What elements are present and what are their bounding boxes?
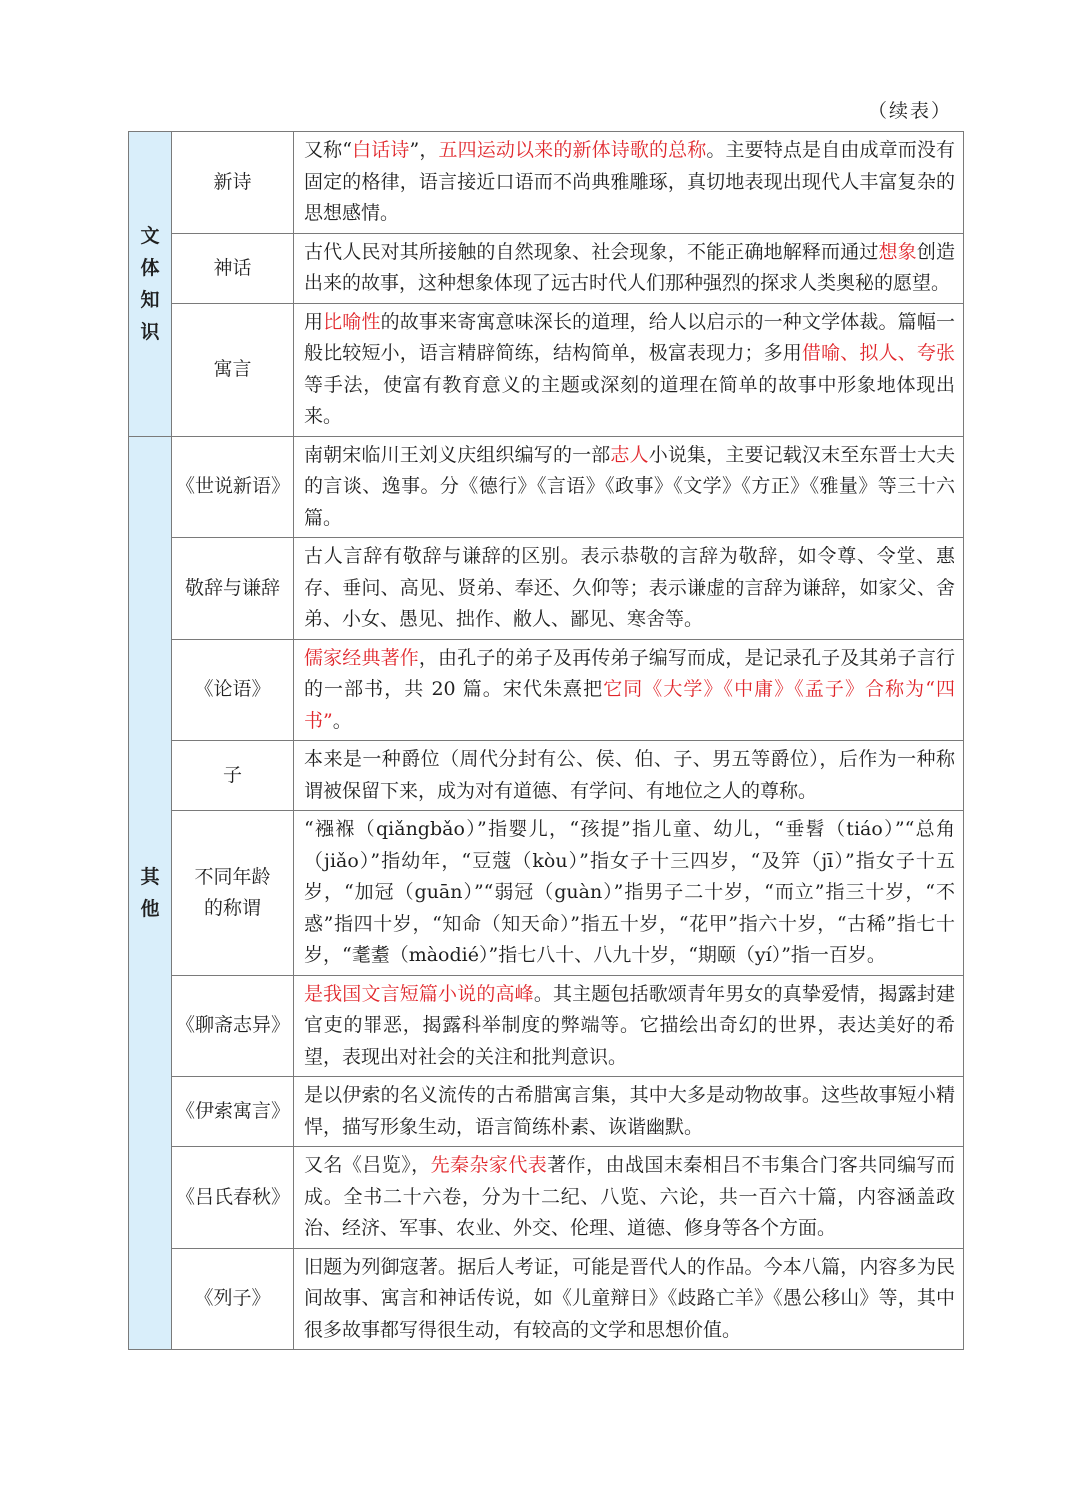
table-row: [129, 741, 964, 811]
highlighted-text: 志人: [610, 443, 649, 466]
highlighted-text: 先秦杂家代表: [430, 1154, 548, 1176]
highlighted-text: 白话诗: [351, 139, 410, 161]
category-char: 他: [140, 897, 160, 920]
term-cell: 《世说新语》: [172, 436, 294, 538]
description-text: 是以伊索的名义流传的古希腊寓言集，其中大多是动物故事。这些故事短小精悍，描写形象生动，语言简练朴素、诙谐幽默。: [304, 1084, 955, 1138]
description-text: “襁褓（qiǎngbǎo）”指婴儿，“孩提”指儿童、幼儿，“垂髫（tiáo）”“总角（jiǎo）”指幼年，“豆蔻（kòu）”指女子十三四岁，“及笄（jī）”指女子十五岁，“加冠（guān）”“弱冠（guàn）”指男子二十岁，“而立”指三十岁，“不惑”指四十岁，“知命（知天命）”指五十岁，“花甲”指六十岁，“古稀”指七十岁，“耄耋（màodié）”指七八十、八九十岁，“期颐（yí）”指一百岁。: [304, 818, 955, 966]
description-text: 。其主题包括歌颂青年男女的真挚爱情，揭露封建官吏的罪恶，揭露科举制度的弊端等。它描绘出奇幻的世界，表达美好的希望，表现出对社会的关注和批判意识。: [304, 982, 955, 1068]
description-text: 古人言辞有敬辞与谦辞的区别。表示恭敬的言辞为敬辞，如令尊、令堂、惠存、垂问、高见、贤弟、奉还、久仰等；表示谦虚的言辞为谦辞，如家父、舍弟、小女、愚见、拙作、敝人、鄙见、寒舍等。: [304, 545, 955, 630]
term-cell: 《聊斋志异》: [172, 975, 294, 1077]
highlighted-text: 比喻性: [323, 310, 381, 333]
description-cell: [294, 132, 964, 234]
continued-label: （续表）: [867, 100, 952, 122]
highlighted-text: 借喻、拟人、夸张: [801, 342, 955, 364]
description-cell: [294, 1248, 964, 1350]
description-text: 著作，由战国末秦相吕不韦集合门客共同编写而成。全书二十六卷，分为十二纪、八览、六论，共一百六十篇，内容涵盖政治、经济、军事、农业、外交、伦理、道德、修身等各个方面。: [304, 1154, 955, 1239]
highlighted-text: 想象: [878, 240, 917, 263]
description-text: 又名《吕览》，: [304, 1154, 431, 1176]
term-cell: 新诗: [172, 132, 294, 234]
term-cell: 神话: [172, 233, 294, 303]
term-cell: 不同年龄的称谓: [172, 811, 294, 976]
description-cell: [294, 811, 964, 976]
description-text: 的故事来寄寓意味深长的道理，给人以启示的一种文学体裁。篇幅一般比较短小，语言精辟简练，结构简单，极富表现力；多用: [304, 310, 955, 364]
category-char: 文: [140, 224, 160, 247]
term-cell: 《论语》: [172, 639, 294, 741]
term-cell: 《伊索寓言》: [172, 1077, 294, 1147]
table-row: [129, 1248, 964, 1350]
table-row: [129, 132, 964, 234]
term-cell: 敬辞与谦辞: [172, 538, 294, 640]
description-cell: [294, 303, 964, 436]
description-text: 旧题为列御寇著。据后人考证，可能是晋代人的作品。今本八篇，内容多为民间故事、寓言和神话传说，如《儿童辩日》《歧路亡羊》《愚公移山》等，其中很多故事都写得很生动，有较高的文学和思想价值。: [304, 1255, 955, 1341]
description-text: 创造出来的故事，这种想象体现了远古时代人们那种强烈的探求人类奥秘的愿望。: [304, 240, 955, 294]
table-row: [129, 811, 964, 976]
table-row: [129, 436, 964, 538]
description-cell: [294, 1147, 964, 1249]
description-text: 等手法，使富有教育意义的主题或深刻的道理在简单的故事中形象地体现出来。: [304, 373, 955, 427]
description-text: 用: [304, 310, 324, 333]
category-char: 其: [140, 865, 160, 888]
description-text: ，由孔子的弟子及再传弟子编写而成，是记录孔子及其弟子言行的一部书，共 20 篇。宋代朱熹把: [304, 646, 955, 700]
category-cell: [129, 436, 172, 1350]
knowledge-table: [128, 131, 964, 1350]
term-cell: 《吕氏春秋》: [172, 1147, 294, 1249]
description-text: 南朝宋临川王刘义庆组织编写的一部: [304, 443, 611, 466]
category-char: 知: [140, 288, 160, 311]
description-cell: [294, 436, 964, 538]
table-row: [129, 639, 964, 741]
term-cell: 子: [172, 741, 294, 811]
highlighted-text: 儒家经典著作: [304, 646, 419, 669]
highlighted-text: 五四运动以来的新体诗歌的总称: [438, 139, 707, 161]
table-row: [129, 1147, 964, 1249]
table-row: [129, 975, 964, 1077]
category-char: 体: [140, 256, 160, 279]
description-cell: [294, 538, 964, 640]
description-cell: [294, 741, 964, 811]
description-text: 小说集，主要记载汉末至东晋士大夫的言谈、逸事。分《德行》《言语》《政事》《文学》《方正》《雅量》等三十六篇。: [304, 443, 955, 529]
term-cell: 《列子》: [172, 1248, 294, 1350]
description-cell: [294, 975, 964, 1077]
highlighted-text: 是我国文言短篇小说的高峰: [304, 982, 534, 1005]
category-cell: [129, 132, 172, 437]
description-text: ”，: [409, 139, 439, 161]
description-text: 古代人民对其所接触的自然现象、社会现象，不能正确地解释而通过: [304, 240, 879, 263]
table-row: [129, 1077, 964, 1147]
description-text: 。: [332, 709, 352, 732]
table-row: [129, 233, 964, 303]
table-row: [129, 303, 964, 436]
description-cell: [294, 233, 964, 303]
description-text: 。主要特点是自由成章而没有固定的格律，语言接近口语而不尚典雅雕琢，真切地表现出现代人丰富复杂的思想感情。: [304, 139, 955, 224]
description-text: 本来是一种爵位（周代分封有公、侯、伯、子、男五等爵位），后作为一种称谓被保留下来，成为对有道德、有学问、有地位之人的尊称。: [304, 748, 955, 802]
highlighted-text: 它同《大学》《中庸》《孟子》合称为“四书”: [304, 678, 956, 732]
description-cell: [294, 1077, 964, 1147]
table-row: [129, 538, 964, 640]
category-char: 识: [140, 320, 160, 343]
description-text: 又称“: [304, 139, 352, 161]
description-cell: [294, 639, 964, 741]
term-cell: 寓言: [172, 303, 294, 436]
